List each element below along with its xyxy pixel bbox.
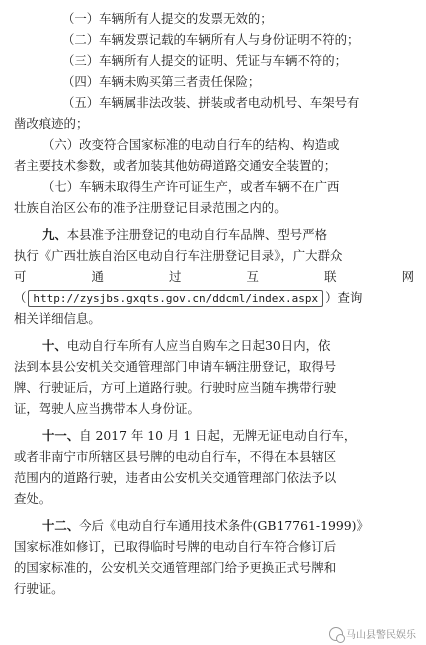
section-10-line: 证，驾驶人应当携带本人身份证。 (14, 401, 200, 416)
section-11-line: 查处。 (14, 491, 52, 506)
section-11-line: 范围内的道路行驶，违者由公安机关交通管理部门依法予以 (14, 470, 337, 485)
item-line: （四）车辆未购买第三者责任保险； (62, 74, 261, 89)
section-12-line: 国家标准如修订，已取得临时号牌的电动自行车符合修订后 (14, 539, 337, 554)
section-10-line: 牌、行驶证后，方可上道路行驶。行驶时应当随车携带行驶 (14, 380, 337, 395)
section-12-line: 行驶证。 (14, 581, 64, 596)
section-12-line: 十二、今后《电动自行车通用技术条件(GB17761-1999)》 (42, 518, 369, 533)
section-9-heading: 九、 (42, 227, 67, 242)
section-11-heading: 十一、 (42, 428, 80, 443)
registry-link[interactable]: http://zysjbs.gxqts.gov.cn/ddcml/index.aspx (28, 290, 323, 307)
item-line: （七）车辆未取得生产许可证生产，或者车辆不在广西 (42, 179, 340, 194)
item-line: （五）车辆属非法改装、拼装或者电动机号、车架号有 (62, 95, 360, 110)
item-line: 凿改痕迹的； (14, 116, 89, 131)
section-10-line: 法到本县公安机关交通管理部门申请车辆注册登记，取得号 (14, 359, 337, 374)
watermark-text: 马山县警民娱乐 (346, 630, 416, 641)
item-line: （二）车辆发票记载的车辆所有人与身份证明不符的； (62, 32, 360, 47)
item-line: （三）车辆所有人提交的证明、凭证与车辆不符的； (62, 53, 347, 68)
item-line: （一）车辆所有人提交的发票无效的； (62, 11, 273, 26)
section-9-spread-line: 可 通 过 互 联 网 (14, 269, 414, 284)
section-10-line: 十、电动自行车所有人应当自购车之日起30日内，依 (42, 338, 331, 353)
section-12-line: 的国家标准的，公安机关交通管理部门给予更换正式号牌和 (14, 560, 337, 575)
section-11-line: 十一、自 2017 年 10 月 1 日起，无牌无证电动自行车， (42, 428, 357, 443)
section-10-heading: 十、 (42, 338, 67, 353)
section-9-line: 九、本县准予注册登记的电动自行车品牌、型号严格 (42, 227, 327, 242)
wechat-icon (329, 627, 343, 641)
section-9-link-line: （ http://zysjbs.gxqts.gov.cn/ddcml/index.aspx ）查询 (14, 290, 363, 305)
section-12-heading: 十二、 (42, 518, 80, 533)
item-line: 壮族自治区公布的准予注册登记目录范围之内的。 (14, 200, 287, 215)
section-9-line: 执行《广西壮族自治区电动自行车注册登记目录》，广大群众 (14, 248, 343, 263)
item-line: （六）改变符合国家标准的电动自行车的结构、构造或 (42, 137, 340, 152)
item-line: 者主要技术参数，或者加装其他妨碍道路交通安全装置的； (14, 158, 337, 173)
source-watermark (329, 626, 416, 641)
section-9-line: 相关详细信息。 (14, 311, 101, 326)
section-11-line: 或者非南宁市所辖区县号牌的电动自行车，不得在本县辖区 (14, 449, 337, 464)
